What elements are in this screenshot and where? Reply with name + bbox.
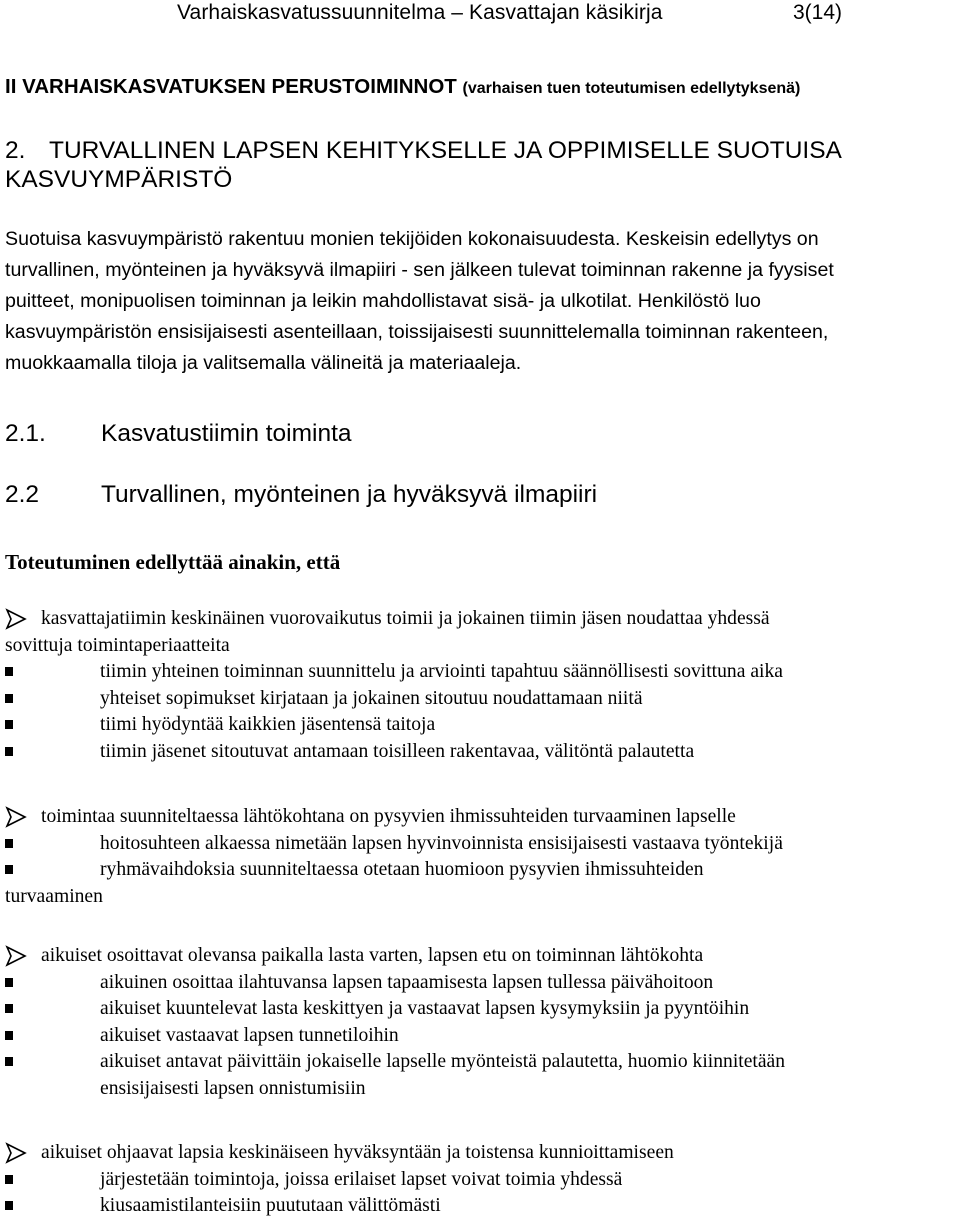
page-number: 3(14)	[793, 1, 843, 24]
sub-list-item	[5, 970, 960, 997]
square-bullet-icon	[5, 747, 13, 756]
sub-list-item	[5, 1023, 960, 1050]
main-item-text: kasvattajatiimin keskinäinen vuorovaikutus toimii ja jokainen tiimin jäsen noudattaa yhdessä	[41, 608, 770, 629]
arrow-bullet-icon	[5, 806, 27, 828]
main-list-item	[5, 943, 960, 970]
main-item-text: aikuiset osoittavat olevansa paikalla lasta varten, lapsen etu on toiminnan lähtökohta	[41, 945, 704, 966]
sub-item-text: järjestetään toimintoja, joissa erilaiset lapset voivat toimia yhdessä	[100, 1168, 623, 1190]
square-bullet-icon	[5, 865, 13, 874]
square-bullet-icon	[5, 720, 13, 729]
document-title: Varhaiskasvatussuunnitelma – Kasvattajan käsikirja	[177, 1, 663, 24]
section-heading	[5, 136, 905, 194]
sub-item-text: yhteiset sopimukset kirjataan ja jokainen sitoutuu noudattamaan niitä	[100, 687, 643, 709]
arrow-bullet-icon	[5, 1142, 27, 1164]
arrow-bullet-icon	[5, 945, 27, 967]
square-bullet-icon	[5, 1004, 13, 1013]
square-bullet-icon	[5, 1201, 13, 1210]
sub-item-text: tiimin yhteinen toiminnan suunnittelu ja arviointi tapahtuu säännöllisesti sovittuna aika	[100, 661, 783, 682]
intro-line: muokkaamalla tiloja ja valitsemalla välineitä ja materiaaleja.	[5, 352, 522, 374]
main-list-item	[5, 1140, 960, 1167]
sub-item-text: aikuinen osoittaa ilahtuvansa lapsen tapaamisesta lapsen tullessa päivähoitoon	[100, 971, 714, 993]
chapter-heading	[5, 75, 800, 99]
intro-line: Suotuisa kasvuympäristö rakentuu monien tekijöiden kokonaisuudesta. Keskeisin edellytys on	[5, 228, 819, 250]
sub-item-text: tiimi hyödyntää kaikkien jäsentensä taitoja	[100, 714, 436, 735]
square-bullet-icon	[5, 694, 13, 703]
sub-list-item	[5, 659, 960, 686]
sub-item-text: aikuiset vastaavat lapsen tunnetiloihin	[100, 1024, 399, 1046]
main-list-item	[5, 804, 960, 831]
section-number: 2.	[5, 137, 26, 164]
list-group	[5, 606, 960, 765]
sub-item-continuation: turvaaminen	[5, 885, 103, 907]
list-group	[5, 1140, 960, 1220]
square-bullet-icon	[5, 667, 13, 676]
intro-line: kasvuympäristön ensisijaisesti asenteillaan, toissijaisesti suunnittelemalla toiminnan rakenteen,	[5, 321, 829, 343]
main-item-text: toimintaa suunniteltaessa lähtökohtana on pysyvien ihmissuhteiden turvaaminen lapselle	[41, 806, 736, 827]
subsection-title: Turvallinen, myönteinen ja hyväksyvä ilmapiiri	[101, 481, 598, 508]
main-list-item	[5, 606, 960, 633]
sub-list-item	[5, 831, 960, 858]
square-bullet-icon	[5, 839, 13, 848]
sub-item-text: aikuiset antavat päivittäin jokaiselle lapselle myönteistä palautetta, huomio kiinnitetään	[100, 1051, 786, 1072]
intro-line: turvallinen, myönteinen ja hyväksyvä ilmapiiri - sen jälkeen tulevat toiminnan rakenne ja fyysiset	[5, 259, 834, 281]
sub-list-item	[5, 1167, 960, 1194]
sub-list-item	[5, 857, 960, 884]
sub-list-item	[5, 1193, 960, 1220]
sub-item-text: kiusaamistilanteisiin puututaan välittömästi	[100, 1195, 441, 1216]
square-bullet-icon	[5, 1031, 13, 1040]
square-bullet-icon	[5, 978, 13, 987]
main-item-continuation: sovittuja toimintaperiaatteita	[5, 634, 230, 656]
list-group	[5, 804, 960, 910]
list-group	[5, 943, 960, 1102]
sub-item-text: ryhmävaihdoksia suunniteltaessa otetaan huomioon pysyvien ihmissuhteiden	[100, 859, 704, 880]
sub-item-continuation: ensisijaisesti lapsen onnistumisiin	[100, 1077, 366, 1099]
sub-item-text: aikuiset kuuntelevat lasta keskittyen ja vastaavat lapsen kysymyksiin ja pyyntöihin	[100, 998, 750, 1019]
intro-line: puitteet, monipuolisen toiminnan ja leikin mahdollistavat sisä- ja ulkotilat. Henkilöstö luo	[5, 290, 761, 312]
sub-list-item	[5, 739, 960, 766]
subsection-heading-2-2	[5, 481, 597, 509]
subsection-title: Kasvatustiimin toiminta	[101, 420, 352, 447]
intro-paragraph	[5, 224, 960, 379]
chapter-note: (varhaisen tuen toteutumisen edellytyksenä)	[462, 80, 801, 97]
square-bullet-icon	[5, 1057, 13, 1066]
section-title-line-1: TURVALLINEN LAPSEN KEHITYKSELLE JA OPPIMISELLE SUOTUISA	[49, 137, 842, 164]
sub-list-item	[5, 686, 960, 713]
square-bullet-icon	[5, 1175, 13, 1184]
section-title-line-2: KASVUYMPÄRISTÖ	[5, 166, 233, 193]
subsection-number: 2.1.	[5, 420, 46, 447]
subsection-number: 2.2	[5, 481, 40, 508]
chapter-title: II VARHAISKASVATUKSEN PERUSTOIMINNOT	[5, 75, 457, 98]
subsection-heading-2-1	[5, 420, 352, 448]
sub-list-item	[5, 996, 960, 1023]
realization-heading: Toteutuminen edellyttää ainakin, että	[5, 550, 341, 574]
sub-item-text: tiimin jäsenet sitoutuvat antamaan toisilleen rakentavaa, välitöntä palautetta	[100, 740, 695, 762]
main-item-text: aikuiset ohjaavat lapsia keskinäiseen hyväksyntään ja toistensa kunnioittamiseen	[41, 1142, 674, 1163]
page-header	[0, 0, 960, 30]
arrow-bullet-icon	[5, 608, 27, 630]
sub-list-item	[5, 712, 960, 739]
sub-list-item	[5, 1049, 960, 1076]
sub-item-text: hoitosuhteen alkaessa nimetään lapsen hyvinvoinnista ensisijaisesti vastaava työntekijä	[100, 832, 783, 854]
